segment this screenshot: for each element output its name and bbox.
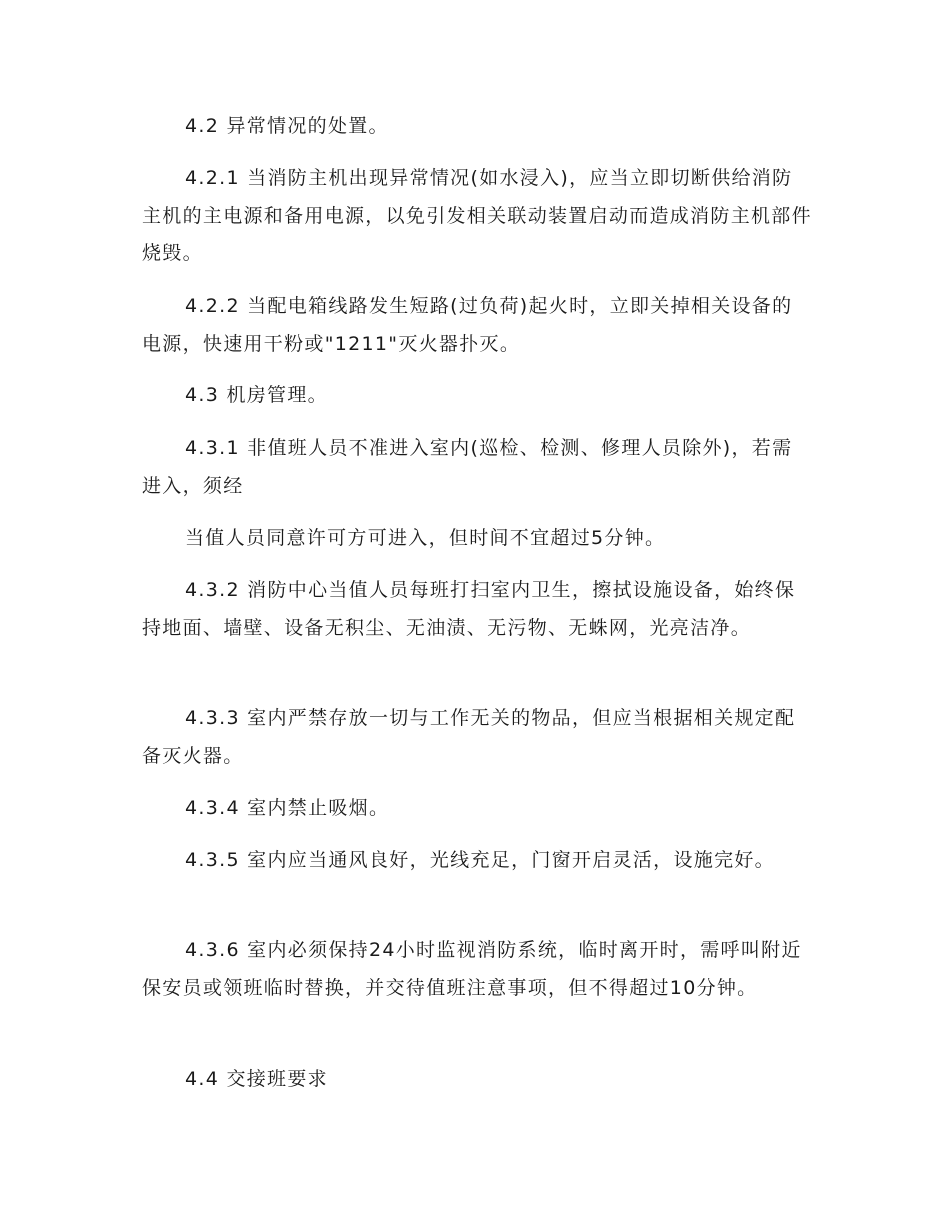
paragraph-4-3-5: 4.3.5 室内应当通风良好，光线充足，门窗开启灵活，设施完好。: [185, 849, 775, 871]
section-heading-4-3: 4.3 机房管理。: [185, 384, 328, 406]
section-heading-4-4: 4.4 交接班要求: [185, 1068, 328, 1090]
paragraph-4-3-2: 4.3.2 消防中心当值人员每班打扫室内卫生，擦拭设施设备，始终保持地面、墙壁、设备无积尘、无油渍、无污物、无蛛网，光亮洁净。: [142, 579, 796, 639]
paragraph-4-3-4: 4.3.4 室内禁止吸烟。: [185, 797, 390, 819]
paragraph-4-3-6: 4.3.6 室内必须保持24小时监视消防系统，临时离开时，需呼叫附近保安员或领班临时替换，并交待值班注意事项，但不得超过10分钟。: [142, 939, 802, 999]
paragraph-4-2-1: 4.2.1 当消防主机出现异常情况(如水浸入)，应当立即切断供给消防主机的主电源和备用电源，以免引发相关联动装置启动而造成消防主机部件烧毁。: [142, 167, 812, 264]
paragraph-4-2-2: 4.2.2 当配电箱线路发生短路(过负荷)起火时，立即关掉相关设备的电源，快速用干粉或"1211"灭火器扑灭。: [142, 295, 793, 355]
paragraph-4-3-1: 4.3.1 非值班人员不准进入室内(巡检、检测、修理人员除外)，若需进入，须经: [142, 437, 793, 497]
paragraph-4-3-1-cont: 当值人员同意许可方可进入，但时间不宜超过5分钟。: [185, 527, 666, 549]
section-heading-4-2: 4.2 异常情况的处置。: [185, 115, 389, 137]
paragraph-4-3-3: 4.3.3 室内严禁存放一切与工作无关的物品，但应当根据相关规定配备灭火器。: [142, 707, 796, 767]
